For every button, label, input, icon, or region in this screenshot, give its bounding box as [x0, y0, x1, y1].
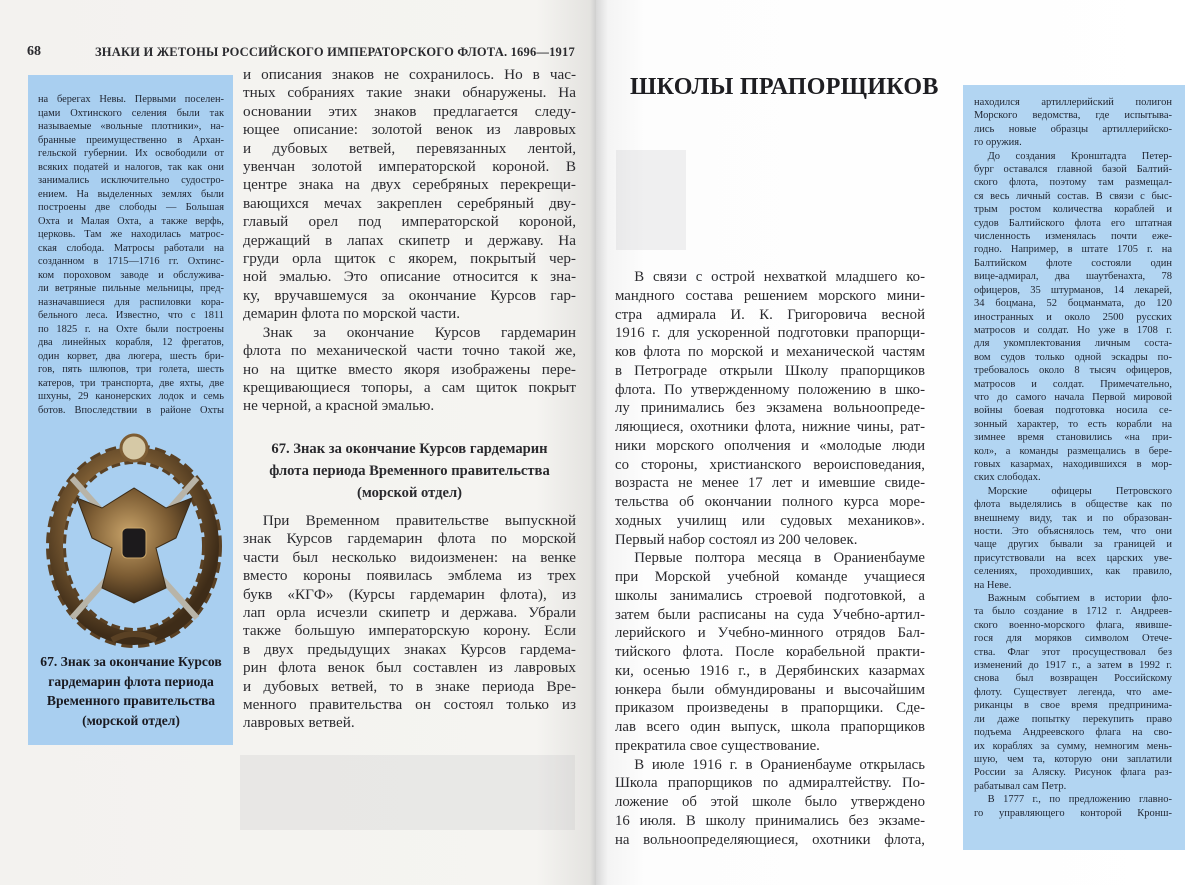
left-main-text — [243, 66, 576, 416]
text-line: ская слобода. Матросы работали на — [38, 242, 224, 254]
text-line: России за Аляску. Рисунок флага раз- — [974, 767, 1172, 779]
text-line: лись новые образцы артиллерийско- — [974, 123, 1172, 135]
text-line: Балтийском флоте состояли один — [974, 257, 1172, 269]
right-sidebar-text — [974, 96, 1172, 820]
text-line: центре знака на двух серебряных перекрещи- — [243, 176, 576, 194]
shield-shape — [122, 528, 146, 558]
text-line: ков флота по морской и механической частям — [615, 344, 925, 360]
page-number: 68 — [27, 44, 41, 59]
text-line: трым ростом количества кораблей и — [974, 204, 1172, 216]
text-line: флоту. Существует легенда, что аме- — [974, 686, 1172, 698]
text-line: и дубовых ветвей, перевязанных лентой, — [243, 139, 576, 157]
text-line: бельного леса. Известно, что с 1811 — [38, 310, 224, 321]
text-line: В июле 1916 г. в Ораниенбауме открылась — [634, 756, 925, 773]
text-line: матросов и солдат. Но уже в 1708 г. — [974, 324, 1172, 336]
text-line: вом судов только одной эскадры по- — [974, 351, 1172, 363]
text-line: вместо короны появилась эмблема из трех — [243, 567, 576, 585]
caption-line: Временного правительства — [46, 693, 216, 708]
text-line: тийского флота. После корабельной практи- — [615, 644, 925, 660]
emblem-shape — [121, 435, 147, 461]
text-line: в двух предыдущих знаках Курсов гардема- — [243, 640, 576, 658]
text-line: говых казармах, находившихся в мор- — [974, 458, 1172, 470]
text-line: гося для моряков символом Отече- — [974, 633, 1172, 645]
text-line: ком пороховом заводе и обслужива- — [38, 269, 224, 281]
text-line: снова был возвращен Российскому — [974, 673, 1172, 685]
text-line: ских слободах. — [974, 472, 1041, 484]
text-line: части был несколько видоизменен: на венке — [243, 548, 576, 566]
text-line: на вольноопределяющиеся, охотники флота, — [615, 831, 925, 848]
text-line: присутствовали на всех царских уве- — [974, 552, 1172, 564]
text-line: войны боевая подготовка носила се- — [974, 405, 1172, 417]
text-line: и дубовых ветвей, то в знаке периода Вре- — [243, 677, 576, 695]
text-line: гов, пять шлюпов, три голета, шесть — [38, 364, 224, 375]
caption-line: гардемарин флота периода — [48, 673, 214, 689]
text-line: риканцы в свое время предпринима- — [974, 700, 1172, 712]
text-line: ляющиеся, охотники флота, нижние чины, рат- — [615, 419, 925, 435]
figure-caption — [32, 652, 230, 730]
text-line: требовалось около 8 тысяч офицеров, — [974, 365, 1172, 377]
text-line: знак Курсов гардемарин флота по морской — [243, 530, 576, 548]
text-line: лу принимались без экзамена вольноопреде- — [615, 400, 925, 417]
text-line: ники морского ополчения и «молодые люди — [615, 437, 925, 454]
text-line: Знак за окончание Курсов гардемарин — [262, 323, 576, 341]
text-line: кол», а команды размещались в бере- — [974, 445, 1172, 457]
text-line: зонный характер, то есть корабли на — [974, 418, 1172, 430]
text-line: также большую императорскую корону. Если — [243, 622, 576, 640]
text-line: 16 июля. В школу принимались без экзаме- — [615, 812, 925, 829]
text-line: цами Охтинского селения были так — [38, 107, 224, 119]
text-line: рабатывал сам Петр. — [974, 780, 1067, 792]
text-line: вице-адмирал, два шаутбенахта, 78 — [974, 271, 1172, 283]
text-line: юнкера были обмундированы и высочайшим — [615, 681, 925, 698]
text-line: судов Балтийского флота его штатная — [974, 217, 1172, 229]
text-line: флота по механической части точно такой же, — [243, 342, 576, 360]
text-line: тных собраниях такие знаки обнаружены. На — [243, 84, 576, 102]
text-line: по 1825 г. на Охте были построены — [38, 323, 224, 335]
text-line: стра адмирала И. К. Григоровича весной — [615, 306, 925, 323]
text-line: лерийского и Учебно-минного отрядов Бал- — [615, 625, 925, 642]
text-line: демарин флота по морской части. — [243, 305, 461, 323]
text-line: гельской губернии. Их освободили от — [38, 148, 224, 159]
text-line: в Петрограде открыли Школу прапорщиков — [615, 362, 925, 379]
text-line: мандного состава решением морского мини- — [615, 287, 925, 304]
text-line: ли даже попытку перекупить право — [974, 713, 1172, 725]
bleed-through-text — [616, 150, 686, 250]
text-line: ением. На выделенных землях были — [38, 188, 224, 200]
text-line: внешнему виду, так и по образован- — [974, 512, 1172, 524]
text-line: изменений до 1917 г., а затем в 1992 г. — [974, 660, 1172, 672]
text-line: построены две слободы — Большая — [38, 202, 224, 213]
text-line: ского флота, поэтому там размещал- — [974, 177, 1172, 189]
text-line: Морские офицеры Петровского — [987, 485, 1172, 497]
text-line: ходных училищ или судовых механиков». — [615, 512, 925, 529]
text-line: ства. Флаг этот просуществовал без — [974, 646, 1172, 658]
text-line: годно. Например, в штате 1705 г. на — [974, 244, 1172, 256]
text-line: крещивающиеся топоры, а сам щиток покрыт — [243, 378, 576, 396]
badge-image — [42, 418, 222, 650]
caption-line: 67. Знак за окончание Курсов — [40, 654, 222, 669]
text-line: ности. Это объяснялось тем, что они — [974, 526, 1172, 537]
text-line: Охта и Малая Охта, а также верфь, — [38, 215, 224, 227]
text-line: букв «КГФ» (Курсы гардемарин флота), из — [243, 585, 576, 603]
text-line: находился артиллерийский полигон — [974, 97, 1172, 108]
text-line: но на щитке вместо якоря изображены пере- — [243, 360, 576, 378]
text-line: бург оставался главной базой Балтий- — [974, 164, 1172, 176]
text-line: лав всего один выпуск, школа прапорщиков — [615, 719, 925, 735]
text-line: подъема Андреевского флага на сво- — [974, 727, 1172, 739]
text-line: шую, чем та, которую они заплатили — [974, 753, 1172, 765]
text-line: ся весь личный состав. В связи с быс- — [974, 190, 1172, 202]
text-line: и описания знаков не сохранилось. Но в час- — [243, 66, 576, 83]
text-line: бранные преимущественно в Архан- — [38, 134, 224, 146]
text-line: 34 боцмана, 52 боцманмата, до 120 — [974, 298, 1172, 310]
text-line: флота выделялись в обществе как по — [974, 499, 1172, 511]
text-line: офицеров, 35 штурманов, 14 лекарей, — [974, 284, 1172, 296]
text-line: Важным событием в истории фло- — [987, 593, 1172, 605]
left-sidebar-text — [38, 93, 224, 417]
text-line: катеров, три транспорта, две яхты, две — [38, 377, 224, 389]
heading-line: 67. Знак за окончание Курсов гардемарин — [271, 441, 548, 457]
text-line: не черной, а красной эмалью. — [243, 397, 435, 415]
text-line: со стороны, христианского вероисповедания, — [615, 456, 925, 473]
heading-line: (морской отдел) — [356, 485, 463, 501]
text-line: Морского ведомства, где испытыва- — [974, 110, 1172, 122]
text-line: 1916 г. для ускоренной подготовки прапорщи- — [615, 325, 925, 342]
text-line: школы занимались строевой подготовкой, а — [615, 587, 925, 604]
text-line: церковь. Там же находилась матрос- — [38, 229, 224, 240]
text-line: численность изменялась почти еже- — [974, 231, 1172, 243]
text-line: го управляющего конторой Кронш- — [974, 807, 1172, 819]
text-line: та было создание в 1712 г. Андреев- — [974, 606, 1172, 618]
text-line: лавровых ветвей. — [243, 714, 355, 732]
text-line: вающихся мечах закреплен серебряный дву- — [243, 194, 576, 212]
right-main-text — [615, 268, 925, 849]
text-line: прекратила свое существование. — [615, 737, 820, 754]
text-line: на берегах Невы. Первыми поселен- — [38, 94, 224, 105]
text-line: груди орла щиток с якорем, покрытый чер- — [243, 250, 576, 268]
text-line: ли ветряные пильные мельницы, пред- — [38, 283, 224, 294]
text-line: чаще других бывали за границей и — [974, 539, 1172, 551]
text-line: селениях, проходивших, как правило, — [974, 566, 1172, 578]
text-line: зимнее время становились «на при- — [974, 432, 1172, 444]
text-line: В связи с острой нехваткой младшего ко- — [634, 269, 925, 285]
text-line: ботов. Впоследствии в районе Охты — [38, 404, 224, 416]
text-line: рин флота венок был составлен из лавровых — [243, 659, 576, 677]
text-line: занимались исключительно судостро- — [38, 175, 224, 186]
heading-line: флота периода Временного правительства — [269, 463, 550, 479]
caption-line: (морской отдел) — [82, 712, 180, 728]
bleed-through-text — [240, 755, 575, 830]
text-line: Первые полтора месяца в Ораниенбауме — [634, 550, 925, 567]
text-line: их кораблях за сумму, немногим мень- — [974, 740, 1172, 752]
text-line: один корвет, два люгера, шесть бри- — [38, 350, 224, 362]
text-line: шхуны, 29 канонерских лодок и семь — [38, 391, 224, 402]
text-line: приказом произведены в прапорщики. Сде- — [615, 700, 925, 717]
section-text — [243, 512, 576, 733]
text-line: держащий в лапах скипетр и державу. На — [243, 231, 576, 249]
text-line: основании этих знаков предлагается следу- — [243, 102, 576, 120]
text-line: ки, осенью 1916 г., в Дерябинских казармах — [615, 662, 925, 679]
text-line: возраста не менее 17 лет и имевшие свиде- — [615, 475, 925, 492]
text-line: В 1777 г., по предложению главно- — [987, 794, 1172, 806]
text-line: всяких податей и налогов, так как они — [38, 161, 224, 173]
text-line: ку, вручавшемуся за окончание Курсов гар- — [243, 286, 576, 304]
text-line: созданном в 1715—1716 гг. Охтинс- — [38, 256, 224, 267]
text-line: лап орла исчезли скипетр и держава. Убрали — [243, 604, 576, 622]
text-line: ной эмалью. Это описание относится к зна- — [243, 268, 576, 286]
text-line: на Неве. — [974, 579, 1012, 591]
text-line: Первый набор состоял из 200 человек. — [615, 531, 858, 548]
text-line: го оружия. — [974, 137, 1022, 149]
text-line: флота. По утвержденному положению в шко- — [615, 381, 925, 398]
text-line: тельства об окончании полного курса море- — [615, 494, 925, 510]
text-line: До создания Кронштадта Петер- — [987, 150, 1172, 162]
text-line: затем были расписаны на суда Учебно-артил- — [615, 606, 925, 623]
text-line: два линейных корабля, 12 фрегатов, — [38, 337, 224, 348]
text-line: при Морской учебной команде учащиеся — [615, 569, 925, 585]
chapter-title: ШКОЛЫ ПРАПОРЩИКОВ — [630, 74, 939, 100]
text-line: менного правительства он состоял только из — [243, 696, 576, 714]
text-line: Школа прапорщиков по адмиралтейству. По- — [615, 775, 925, 792]
running-title: ЗНАКИ И ЖЕТОНЫ РОССИЙСКОГО ИМПЕРАТОРСКОГО ФЛОТА. 1696—1917 — [95, 45, 575, 59]
section-heading — [243, 438, 576, 504]
text-line: увенчан золотой императорской короной. В — [243, 158, 576, 176]
text-line: матросов и солдат. Примечательно, — [974, 378, 1172, 390]
text-line: для укомплектования личным соста- — [974, 338, 1172, 350]
text-line: ложение об этой школе было утверждено — [615, 794, 925, 810]
text-line: При Временном правительстве выпускной — [262, 512, 576, 529]
text-line: что до самого начала Первой мировой — [974, 391, 1172, 403]
text-line: назначавшиеся для распиловки кора- — [38, 296, 224, 308]
text-line: ского военно-морского флага, явивше- — [974, 619, 1172, 631]
text-line: ющее описание: золотой венок из лавровых — [243, 121, 576, 139]
text-line: главый орел под императорской короной, — [243, 213, 576, 231]
text-line: называемые «вольные плотники», на- — [38, 121, 224, 132]
text-line: иностранных и около 2500 русских — [974, 311, 1172, 323]
